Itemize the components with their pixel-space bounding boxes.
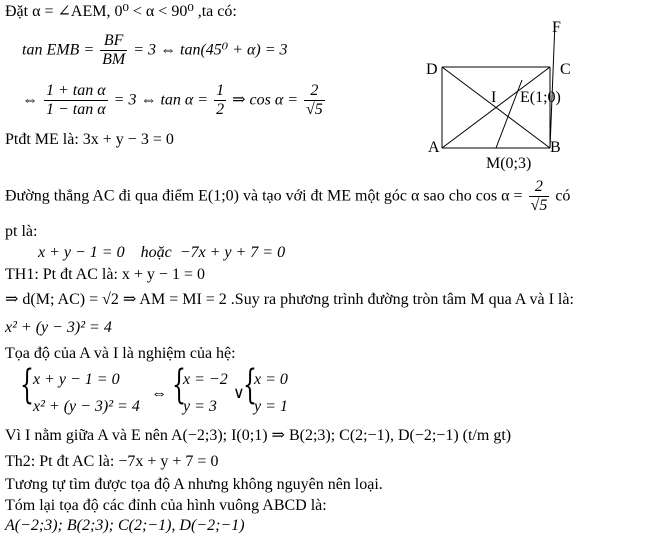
- system1-row2: x² + (y − 3)² = 4: [33, 398, 140, 415]
- condition-text: Đường thẳng AC đi qua điểm E(1;0) và tạo với đt ME một góc α sao cho cos α =: [5, 187, 523, 205]
- frac-numerator: 1 + tan α: [44, 82, 108, 101]
- tan-emb-equation: [22, 32, 288, 70]
- system1-brace: {: [20, 362, 34, 408]
- label-i: I: [491, 89, 497, 106]
- label-d: D: [426, 61, 438, 78]
- system-intro: Tọa độ của A và I là nghiệm của hệ:: [5, 345, 236, 362]
- label-b: B: [550, 139, 561, 156]
- label-m: M(0;3): [486, 155, 532, 172]
- equiv-symbol: ⇔: [22, 91, 38, 109]
- label-a: A: [428, 139, 440, 156]
- tan-emb-rhs: = 3 ⇔ tan(45⁰ + α) = 3: [133, 41, 288, 59]
- cos-fraction: [304, 82, 325, 120]
- ac-options: x + y − 1 = 0 hoặc −7x + y + 7 = 0: [38, 244, 286, 261]
- system-or: ∨: [233, 385, 245, 402]
- label-e: E(1;0): [520, 89, 561, 106]
- line-ac-condition: [5, 178, 570, 216]
- frac-denominator: BM: [102, 51, 126, 69]
- segment-me: [496, 80, 522, 148]
- tan-emb-lhs: tan EMB =: [22, 41, 95, 59]
- tan-alpha-mid: = 3 ⇔ tan α =: [113, 91, 209, 109]
- label-c: C: [560, 61, 571, 78]
- label-f: F: [552, 19, 561, 36]
- system2-brace: {: [172, 362, 186, 408]
- bf-bm-fraction: [100, 32, 127, 70]
- half-fraction: [214, 82, 226, 120]
- segment-bf: [550, 22, 555, 148]
- cos-alpha-label: ⇒ cos α =: [232, 91, 299, 109]
- frac-denominator: 1 − tan α: [46, 101, 106, 119]
- case2-note: Tương tự tìm được tọa độ A nhưng không nguyên nên loại.: [5, 476, 383, 493]
- intro-line: Đặt α = ∠AEM, 0⁰ < α < 90⁰ ,ta có:: [5, 3, 237, 20]
- case2-heading: Th2: Pt đt AC là: −7x + y + 7 = 0: [5, 453, 219, 470]
- coordinates-line: Vì I nằm giữa A và E nên A(−2;3); I(0;1) ⇒ B(2;3); C(2;−1), D(−2;−1) (t/m gt): [5, 427, 512, 444]
- circle-equation: x² + (y − 3)² = 4: [5, 319, 112, 336]
- system3-row1: x = 0: [254, 371, 288, 388]
- system-equiv: ⇔: [151, 385, 167, 402]
- frac-denominator: 2: [216, 101, 225, 119]
- tan-fraction: [44, 82, 108, 120]
- case1-heading: TH1: Pt đt AC là: x + y − 1 = 0: [5, 266, 205, 283]
- summary-heading: Tóm lại tọa độ các đỉnh của hình vuông ABCD là:: [5, 497, 327, 514]
- frac-numerator: 2: [304, 82, 325, 101]
- frac-numerator: 1: [214, 82, 226, 101]
- condition-tail: có: [555, 187, 571, 205]
- system1-row1: x + y − 1 = 0: [33, 371, 120, 388]
- line-me-equation: Ptđt ME là: 3x + y − 3 = 0: [5, 131, 174, 148]
- system3-row2: y = 1: [254, 398, 288, 415]
- frac-denominator: √5: [306, 101, 323, 119]
- system3-brace: {: [243, 362, 257, 408]
- cos-fraction-2: [529, 178, 550, 216]
- frac-numerator: 2: [529, 178, 550, 197]
- pt-label: pt là:: [5, 223, 38, 240]
- frac-denominator: √5: [530, 197, 548, 215]
- summary-coordinates: A(−2;3); B(2;3); C(2;−1), D(−2;−1): [5, 517, 245, 534]
- frac-numerator: BF: [100, 32, 127, 51]
- square-figure: [420, 0, 620, 175]
- distance-line: ⇒ d(M; AC) = √2 ⇒ AM = MI = 2 .Suy ra phương trình đường tròn tâm M qua A và I là:: [5, 291, 574, 308]
- system2-row1: x = −2: [183, 371, 228, 388]
- tan-alpha-equation: [22, 82, 327, 120]
- system2-row2: y = 3: [183, 398, 217, 415]
